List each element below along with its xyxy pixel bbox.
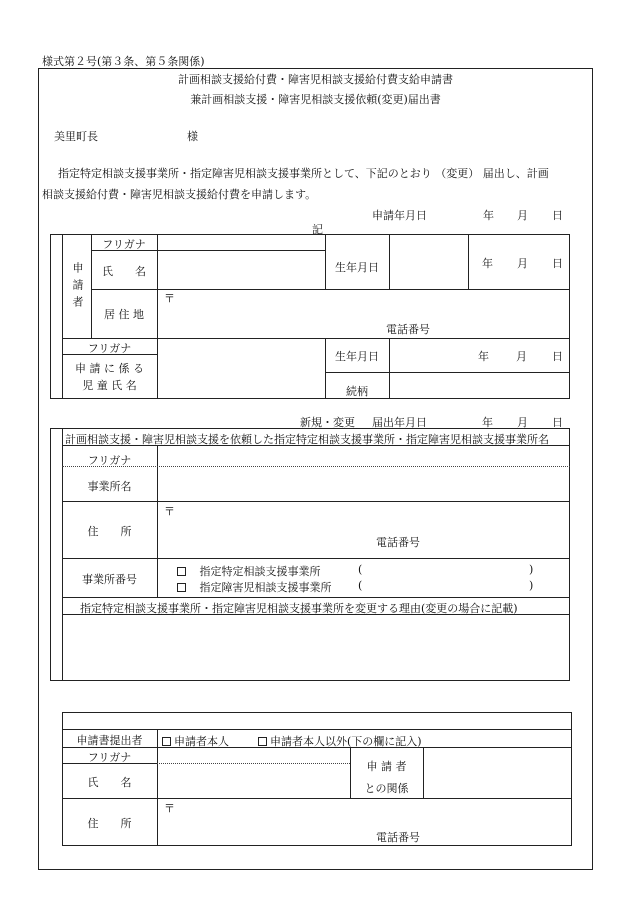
applicant-group-label: 申請者 — [71, 262, 84, 313]
notification-date-label: 届出年月日 — [372, 416, 427, 429]
addressee-honorific: 様 — [187, 130, 198, 143]
submitter-label: 申請書提出者 — [76, 734, 143, 747]
submitter-option-self-label: 申請者本人 — [174, 735, 229, 748]
application-date-year: 年 — [483, 209, 494, 222]
child-furigana-label: フリガナ — [87, 342, 132, 355]
application-date-month: 月 — [517, 209, 528, 222]
application-date-day: 日 — [552, 209, 563, 222]
applicant-birth-label: 生年月日 — [335, 261, 379, 274]
child-name-label-line1: 申 請 に 係 る — [75, 362, 144, 375]
form-title-line2: 兼計画相談支援・障害児相談支援依頼(変更)届出書 — [190, 93, 441, 106]
child-relation-label: 続柄 — [346, 385, 368, 398]
checkbox-icon[interactable] — [162, 737, 171, 746]
child-birth-day: 日 — [552, 350, 563, 363]
applicant-postal-mark: 〒 — [164, 292, 175, 305]
applicant-birth-year: 年 — [482, 257, 493, 270]
applicant-birth-month: 月 — [517, 257, 528, 270]
submitter-phone-label: 電話番号 — [376, 831, 420, 844]
intro-line2: 相談支援給付費・障害児相談支援給付費を申請します。 — [42, 188, 317, 201]
submitter-option-other[interactable] — [258, 733, 422, 749]
office-option1-paren-close: ) — [529, 563, 534, 576]
office-name-label: 事業所名 — [87, 480, 132, 493]
office-address-label: 住 所 — [87, 525, 132, 538]
child-birth-month: 月 — [516, 350, 527, 363]
office-number-label: 事業所番号 — [82, 573, 137, 586]
office-furigana-label: フリガナ — [87, 454, 132, 467]
submitter-option-self[interactable] — [162, 733, 229, 749]
office-option1[interactable] — [177, 563, 321, 579]
child-name-label-line2: 児 童 氏 名 — [82, 379, 137, 392]
submitter-name-label: 氏 名 — [87, 776, 132, 789]
application-date-label: 申請年月日 — [372, 209, 427, 222]
office-option1-label: 指定特定相談支援事業所 — [199, 565, 321, 578]
applicant-address-label: 居 住 地 — [104, 308, 144, 321]
notification-date-day: 日 — [552, 416, 563, 429]
checkbox-icon[interactable] — [177, 583, 186, 592]
applicant-furigana-label: フリガナ — [102, 238, 146, 251]
intro-line1: 指定特定相談支援事業所・指定障害児相談支援事業所として、下記のとおり （変更） 届出し、計画 — [58, 167, 549, 180]
checkbox-icon[interactable] — [258, 737, 267, 746]
form-number: 様式第２号(第３条、第５条関係) — [42, 55, 205, 68]
submitter-furigana-label: フリガナ — [87, 751, 132, 764]
form-title-line1: 計画相談支援給付費・障害児相談支援給付費支給申請書 — [178, 73, 453, 86]
submitter-relation-line1: 申 請 者 — [366, 760, 407, 773]
office-option2-paren-close: ) — [529, 579, 534, 592]
notification-date-year: 年 — [482, 416, 493, 429]
child-birth-year: 年 — [478, 350, 489, 363]
office-phone-label: 電話番号 — [376, 536, 420, 549]
child-birth-label: 生年月日 — [335, 350, 379, 363]
office-reason-header: 指定特定相談支援事業所・指定障害児相談支援事業所を変更する理由(変更の場合に記載) — [80, 602, 518, 615]
office-option2-paren-open: ( — [358, 579, 363, 592]
submitter-address-label: 住 所 — [87, 817, 132, 830]
notification-date-month: 月 — [517, 416, 528, 429]
notification-type-label: 新規・変更 — [300, 416, 355, 429]
office-postal-mark: 〒 — [164, 505, 175, 518]
office-option2-label: 指定障害児相談支援事業所 — [199, 581, 332, 594]
addressee-mayor: 美里町長 — [54, 130, 98, 143]
applicant-name-label: 氏 名 — [102, 265, 146, 278]
ki-label: 記 — [312, 223, 323, 236]
office-option1-paren-open: ( — [358, 563, 363, 576]
submitter-relation-line2: との関係 — [364, 782, 409, 795]
submitter-postal-mark: 〒 — [164, 802, 175, 815]
applicant-birth-day: 日 — [552, 257, 563, 270]
office-option2[interactable] — [177, 579, 332, 595]
checkbox-icon[interactable] — [177, 567, 186, 576]
office-header: 計画相談支援・障害児相談支援を依頼した指定特定相談支援事業所・指定障害児相談支援事業所名 — [65, 433, 549, 446]
submitter-option-other-label: 申請者本人以外(下の欄に記入) — [270, 735, 422, 748]
applicant-phone-label: 電話番号 — [386, 323, 430, 336]
